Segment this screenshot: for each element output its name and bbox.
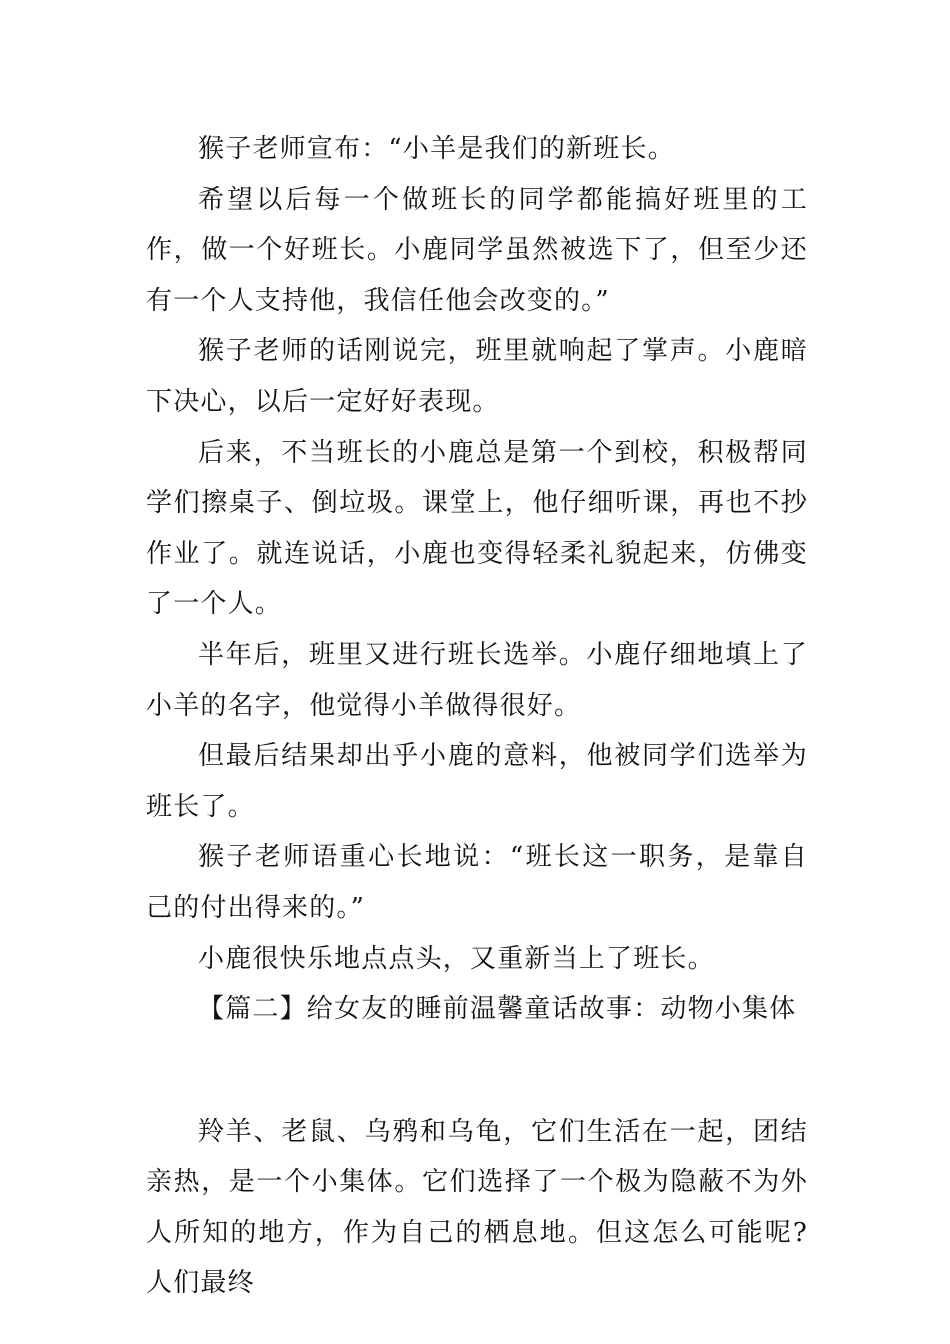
paragraph: 猴子老师语重心长地说：“班长这一职务，是靠自己的付出得来的。” (146, 842, 808, 923)
section-spacer (146, 1035, 808, 1107)
paragraph: 半年后，班里又进行班长选举。小鹿仔细地填上了小羊的名字，他觉得小羊做得很好。 (146, 639, 808, 721)
paragraph: 希望以后每一个做班长的同学都能搞好班里的工作，做一个好班长。小鹿同学虽然被选下了，但至少还有一个人支持他，我信任他会改变的。” (146, 184, 808, 316)
section-heading: 【篇二】给女友的睡前温馨童话故事：动物小集体 (198, 994, 797, 1025)
paragraph: 猴子老师宣布：“小羊是我们的新班长。 (198, 134, 675, 164)
paragraph: 小鹿很快乐地点点头，又重新当上了班长。 (198, 943, 715, 974)
paragraph: 羚羊、老鼠、乌鸦和乌龟，它们生活在一起，团结亲热，是一个小集体。它们选择了一个极为隐蔽不为外人所知的地方，作为自己的栖息地。但这怎么可能呢?人们最终 (146, 1116, 808, 1299)
paragraph: 但最后结果却出乎小鹿的意料，他被同学们选举为班长了。 (146, 741, 808, 822)
document-body (146, 124, 808, 1309)
paragraph: 猴子老师的话刚说完，班里就响起了掌声。小鹿暗下决心，以后一定好好表现。 (146, 336, 808, 417)
paragraph: 后来，不当班长的小鹿总是第一个到校，积极帮同学们擦桌子、倒垃圾。课堂上，他仔细听课，再也不抄作业了。就连说话，小鹿也变得轻柔礼貌起来，仿佛变了一个人。 (146, 437, 808, 620)
